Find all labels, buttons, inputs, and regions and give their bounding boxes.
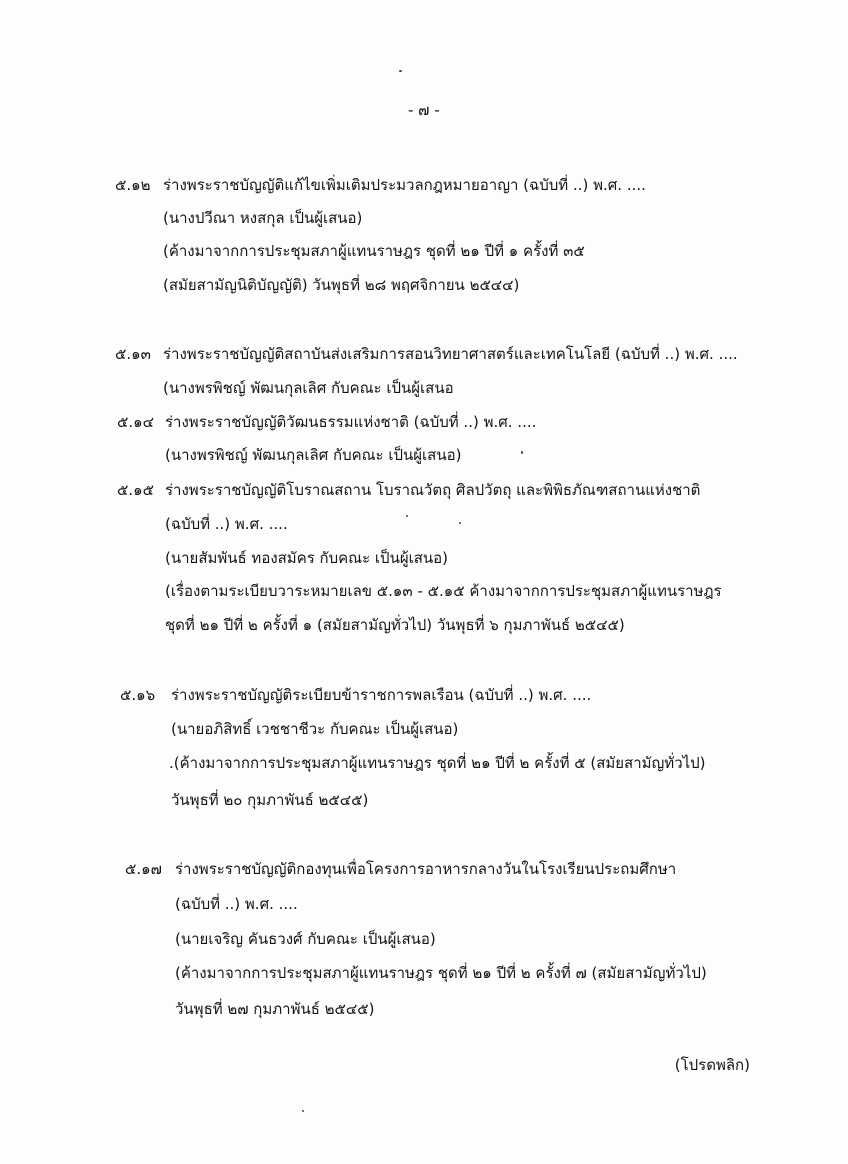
item-line: .(ค้างมาจากการประชุมสภาผู้แทนราษฎร ชุดที่ ๒๑ ปีที่ ๒ ครั้งที่ ๕ (สมัยสามัญทั่วไป) xyxy=(169,754,706,772)
item-line: ชุดที่ ๒๑ ปีที่ ๒ ครั้งที่ ๑ (สมัยสามัญทั่วไป) วันพุธที่ ๖ กุมภาพันธ์ ๒๕๔๕) xyxy=(165,616,625,634)
item-number: ๕.๑๒ xyxy=(115,176,151,194)
page-number: - ๗ - xyxy=(408,101,440,119)
item-number: ๕.๑๓ xyxy=(115,345,151,363)
item-title: ร่างพระราชบัญญัติวัฒนธรรมแห่งชาติ (ฉบับที่ ..) พ.ศ. .... xyxy=(165,413,537,431)
scan-speck xyxy=(406,515,408,517)
item-line: (นายอภิสิทธิ์ เวชชาชีวะ กับคณะ เป็นผู้เสนอ) xyxy=(171,720,459,738)
item-line: (นายเจริญ คันธวงศ์ กับคณะ เป็นผู้เสนอ) xyxy=(175,930,436,948)
item-number: ๕.๑๖ xyxy=(120,686,156,704)
item-number: ๕.๑๕ xyxy=(117,481,154,499)
item-title: ร่างพระราชบัญญัติกองทุนเพื่อโครงการอาหารกลางวันในโรงเรียนประถมศึกษา xyxy=(175,860,677,878)
item-title: ร่างพระราชบัญญัติระเบียบข้าราชการพลเรือน (ฉบับที่ ..) พ.ศ. .... xyxy=(171,686,592,704)
item-line: (เรื่องตามระเบียบวาระหมายเลข ๕.๑๓ - ๕.๑๕ ค้างมาจากการประชุมสภาผู้แทนราษฎร xyxy=(165,582,722,600)
scan-speck xyxy=(302,1110,304,1112)
item-line: วันพุธที่ ๒๐ กุมภาพันธ์ ๒๕๔๕) xyxy=(171,791,369,809)
scan-speck xyxy=(399,70,402,72)
item-line: (ฉบับที่ ..) พ.ศ. .... xyxy=(175,895,298,913)
item-line: (ค้างมาจากการประชุมสภาผู้แทนราษฎร ชุดที่ ๒๑ ปีที่ ๒ ครั้งที่ ๗ (สมัยสามัญทั่วไป) xyxy=(175,964,707,982)
item-title: ร่างพระราชบัญญัติแก้ไขเพิ่มเติมประมวลกฎหมายอาญา (ฉบับที่ ..) พ.ศ. .... xyxy=(163,176,646,194)
please-turn-over-note: (โปรดพลิก) xyxy=(674,1056,750,1074)
item-line: วันพุธที่ ๒๗ กุมภาพันธ์ ๒๕๔๕) xyxy=(175,1000,375,1018)
item-line: (ฉบับที่ ..) พ.ศ. .... xyxy=(165,515,288,533)
item-line: (นางพรพิชญ์ พัฒนกุลเลิศ กับคณะ เป็นผู้เสนอ) xyxy=(165,446,462,464)
item-line: (ค้างมาจากการประชุมสภาผู้แทนราษฎร ชุดที่ ๒๑ ปีที่ ๑ ครั้งที่ ๓๕ xyxy=(163,242,585,260)
item-line: (นางปวีณา หงสกุล เป็นผู้เสนอ) xyxy=(163,209,363,227)
item-line: (สมัยสามัญนิติบัญญัติ) วันพุธที่ ๒๘ พฤศจิกายน ๒๕๔๔) xyxy=(163,276,520,294)
item-number: ๕.๑๗ xyxy=(125,860,162,878)
item-title: ร่างพระราชบัญญัติโบราณสถาน โบราณวัตถุ ศิลปวัตถุ และพิพิธภัณฑสถานแห่งชาติ xyxy=(165,481,701,499)
scan-speck xyxy=(459,522,461,524)
item-title: ร่างพระราชบัญญัติสถาบันส่งเสริมการสอนวิทยาศาสตร์และเทคโนโลยี (ฉบับที่ ..) พ.ศ. .... xyxy=(163,345,738,363)
item-line: (นายสัมพันธ์ ทองสมัคร กับคณะ เป็นผู้เสนอ) xyxy=(165,549,449,567)
item-line: (นางพรพิชญ์ พัฒนกุลเลิศ กับคณะ เป็นผู้เสนอ xyxy=(163,379,454,397)
item-number: ๕.๑๔ xyxy=(117,413,154,431)
scan-speck xyxy=(521,451,523,454)
